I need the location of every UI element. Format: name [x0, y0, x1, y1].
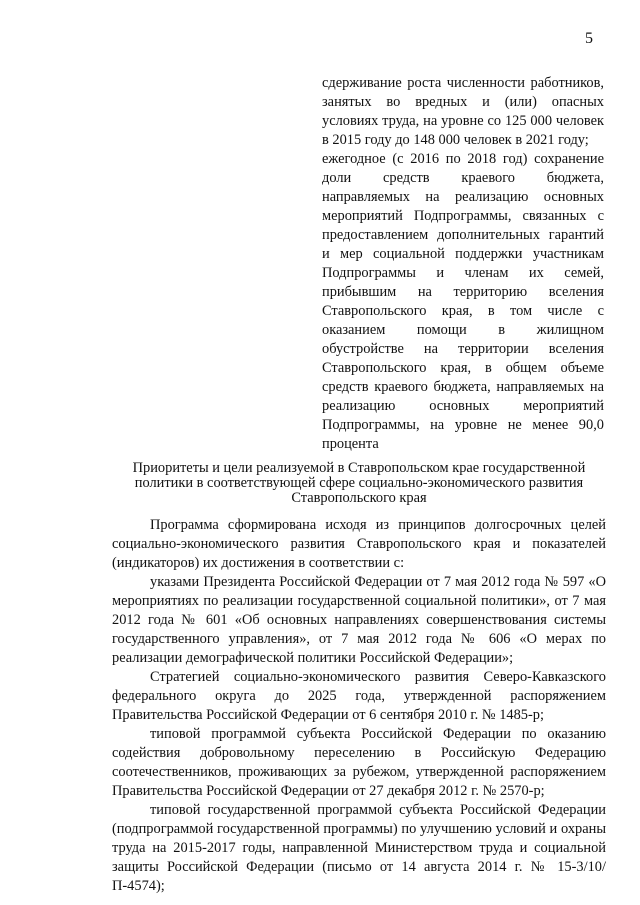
body-paragraph: Программа сформирована исходя из принципов долгосрочных целей социально-экономического развития Ставропольского края и показателей (индикаторов) их достижения в соответствии с:: [112, 517, 606, 571]
body-text: [112, 516, 606, 896]
body-paragraph: типовой программой субъекта Российской Федерации по оказанию содействия добровольному переселению в Российскую Федерацию соотечественников, проживающих за рубежом, утвержденной распоряжением Правительства Российской Федерации от 27 декабря 2012 г. № 2570-р;: [112, 726, 606, 799]
target-indicators-block: [322, 74, 604, 454]
section-title-line: политики в соответствующей сфере социально-экономического развития: [134, 475, 584, 491]
section-title-line: Ставропольского края: [291, 490, 427, 506]
section-title: [112, 461, 606, 506]
target-indicator-paragraph: сдерживание роста численности работников, занятых во вредных и (или) опасных условиях труда, на уровне со 125 000 человек в 2015 году до 148 000 человек в 2021 году;: [322, 75, 604, 148]
body-paragraph: указами Президента Российской Федерации от 7 мая 2012 года № 597 «О мероприятиях по реализации государственной социальной политики», от 7 мая 2012 года № 601 «Об основных направлениях совершенствования системы государственного управления», от 7 мая 2012 года № 606 «О мерах по реализации демографической политики Российской Федерации»;: [112, 574, 606, 666]
section-title-line: Приоритеты и цели реализуемой в Ставропольском крае государственной: [132, 460, 586, 476]
target-indicator-paragraph: ежегодное (с 2016 по 2018 год) сохранение доли средств краевого бюджета, направляемых на реализацию основных мероприятий Подпрограммы, связанных с предоставлением дополнительных гарантий и мер социальной поддержки участникам Подпрограммы и членам их семей, прибывшим на территорию вселения Ставропольского края, в том числе с оказанием помощи в жилищном обустройстве на территории вселения Ставропольского края, в общем объеме средств краевого бюджета, направляемых на реализацию основных мероприятий Подпрограммы, на уровне не менее 90,0 процента: [322, 151, 604, 452]
body-paragraph: типовой государственной программой субъекта Российской Федерации (подпрограммой государственной программы) по улучшению условий и охраны труда на 2015-2017 годы, направленной Министерством труда и социальной защиты Российской Федерации (письмо от 14 августа 2014 г. № 15-3/10/П-4574);: [112, 802, 606, 894]
body-paragraph: Стратегией социально-экономического развития Северо-Кавказского федерального округа до 2025 года, утвержденной распоряжением Правительства Российской Федерации от 6 сентября 2010 г. № 1485-р;: [112, 669, 606, 723]
page-number: 5: [585, 30, 593, 47]
